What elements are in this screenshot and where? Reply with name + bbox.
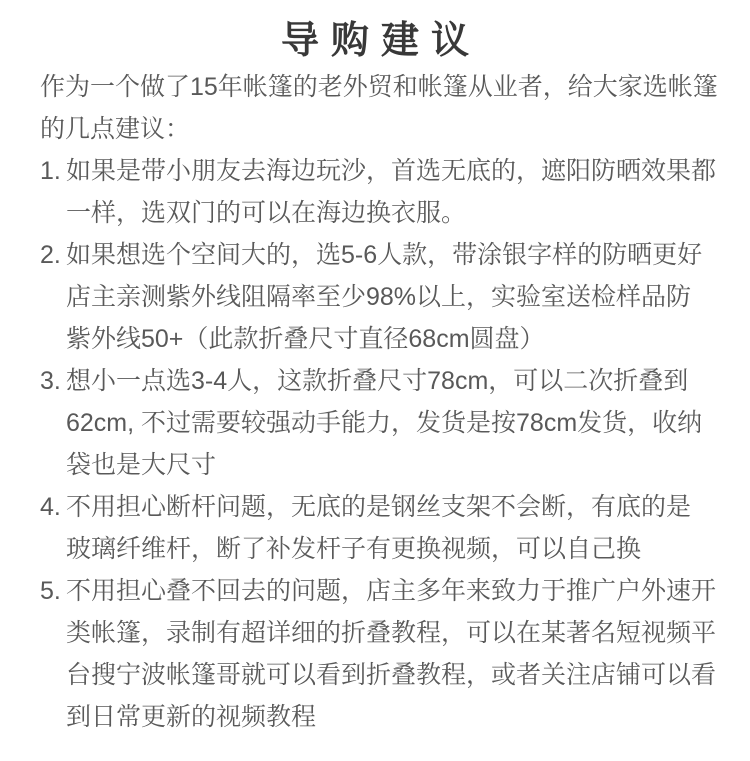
- list-item-number: 5.: [40, 577, 61, 605]
- list-item: [40, 360, 710, 486]
- list-item-line: 62cm, 不过需要较强动手能力，发货是按78cm发货，收纳: [66, 409, 703, 437]
- list-item-text: [66, 570, 717, 738]
- list-item-line: 不用担心断杆问题，无底的是钢丝支架不会断，有底的是: [66, 493, 692, 521]
- intro-paragraph: [40, 66, 718, 150]
- list-item-number: 3.: [40, 367, 61, 395]
- list-item-number: 2.: [40, 241, 61, 269]
- list-item-line: 一样，选双门的可以在海边换衣服。: [66, 199, 467, 227]
- intro-line: 的几点建议：: [40, 115, 191, 143]
- list-item-line: 台搜宁波帐篷哥就可以看到折叠教程，或者关注店铺可以看: [66, 661, 717, 689]
- list-item: [40, 150, 717, 234]
- list-item-line: 玻璃纤维杆，断了补发杆子有更换视频，可以自己换: [66, 535, 642, 563]
- guide-body: [40, 66, 718, 738]
- list-item: [40, 486, 710, 570]
- list-item-text: [66, 234, 710, 360]
- list-item-line: 不用担心叠不回去的问题，店主多年来致力于推广户外速开: [66, 577, 717, 605]
- list-item-line: 如果想选个空间大的，选5-6人款，带涂银字样的防晒更好: [66, 241, 703, 269]
- list-item-line: 如果是带小朋友去海边玩沙，首选无底的，遮阳防晒效果都: [66, 157, 717, 185]
- list-item: [40, 234, 710, 360]
- list-item-text: [66, 150, 717, 234]
- list-item-text: [66, 360, 710, 486]
- list-item-line: 店主亲测紫外线阻隔率至少98%以上，实验室送检样品防: [66, 283, 692, 311]
- list-item-line: 想小一点选3-4人，这款折叠尺寸78cm，可以二次折叠到: [66, 367, 689, 395]
- page-title: 导购建议: [280, 20, 481, 62]
- list-item-line: 到日常更新的视频教程: [66, 703, 317, 731]
- list-item-line: 袋也是大尺寸: [66, 451, 217, 479]
- list-item-number: 1.: [40, 157, 61, 185]
- list-item-text: [66, 486, 710, 570]
- list-item-line: 类帐篷，录制有超详细的折叠教程，可以在某著名短视频平: [66, 619, 717, 647]
- intro-line: 作为一个做了15年帐篷的老外贸和帐篷从业者，给大家选帐篷: [40, 73, 718, 101]
- list-item: [40, 570, 717, 738]
- list-item-number: 4.: [40, 493, 61, 521]
- list-item-line: 紫外线50+（此款折叠尺寸直径68cm圆盘）: [66, 325, 545, 353]
- advice-list: [40, 150, 717, 738]
